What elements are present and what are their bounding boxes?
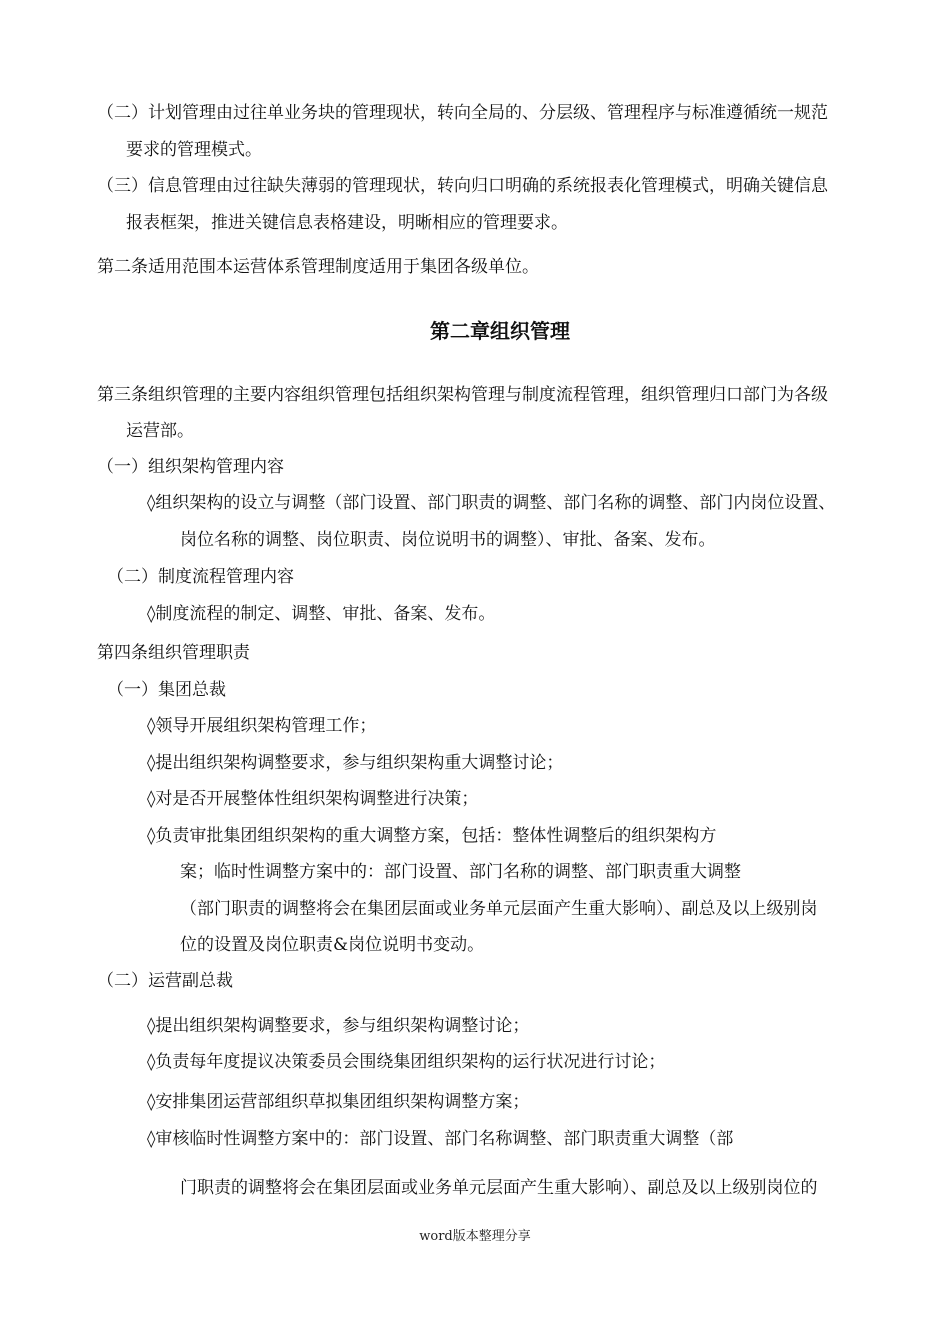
text-line: ◊对是否开展整体性组织架构调整进行决策；	[147, 789, 479, 809]
text-line: ◊负责每年度提议决策委员会围绕集团组织架构的运行状况进行讨论；	[147, 1052, 666, 1072]
text-line: ◊审核临时性调整方案中的：部门设置、部门名称调整、部门职责重大调整（部	[147, 1129, 734, 1149]
text-line: （一）集团总裁	[107, 680, 226, 700]
text-line: 要求的管理模式。	[126, 140, 262, 160]
text-line: ◊负责审批集团组织架构的重大调整方案，包括：整体性调整后的组织架构方	[147, 826, 717, 846]
text-line: 第三条组织管理的主要内容组织管理包括组织架构管理与制度流程管理，组织管理归口部门为各级	[97, 385, 828, 405]
text-line: 第二条适用范围本运营体系管理制度适用于集团各级单位。	[97, 257, 539, 277]
text-line: ◊提出组织架构调整要求，参与组织架构重大调整讨论；	[147, 753, 564, 773]
text-line: （部门职责的调整将会在集团层面或业务单元层面产生重大影响）、副总及以上级别岗	[180, 899, 818, 919]
text-line: （二）制度流程管理内容	[107, 567, 294, 587]
text-line: 报表框架，推进关键信息表格建设，明晰相应的管理要求。	[126, 213, 568, 233]
text-line: （二）计划管理由过往单业务块的管理现状，转向全局的、分层级、管理程序与标准遵循统一规范	[97, 103, 828, 123]
text-line: ◊领导开展组织架构管理工作；	[147, 716, 377, 736]
text-line: 门职责的调整将会在集团层面或业务单元层面产生重大影响）、副总及以上级别岗位的	[180, 1178, 818, 1198]
text-line: 位的设置及岗位职责&岗位说明书变动。	[180, 935, 485, 955]
text-line: （三）信息管理由过往缺失薄弱的管理现状，转向归口明确的系统报表化管理模式，明确关键信息	[97, 176, 828, 196]
text-line: （二）运营副总裁	[97, 971, 233, 991]
text-line: （一）组织架构管理内容	[97, 457, 284, 477]
text-line: 运营部。	[126, 421, 194, 441]
text-line: ◊制度流程的制定、调整、审批、备案、发布。	[147, 604, 496, 624]
text-line: ◊安排集团运营部组织草拟集团组织架构调整方案；	[147, 1092, 530, 1112]
text-line: 案；临时性调整方案中的：部门设置、部门名称的调整、部门职责重大调整	[180, 862, 741, 882]
text-line: 岗位名称的调整、岗位职责、岗位说明书的调整）、审批、备案、发布。	[180, 530, 716, 550]
chapter-title: 第二章组织管理	[430, 319, 570, 343]
text-line: ◊提出组织架构调整要求，参与组织架构调整讨论；	[147, 1016, 530, 1036]
text-line: 第四条组织管理职责	[97, 643, 250, 663]
text-line: ◊组织架构的设立与调整（部门设置、部门职责的调整、部门名称的调整、部门内岗位设置、	[147, 493, 836, 513]
page-footer: word版本整理分享	[419, 1229, 531, 1244]
